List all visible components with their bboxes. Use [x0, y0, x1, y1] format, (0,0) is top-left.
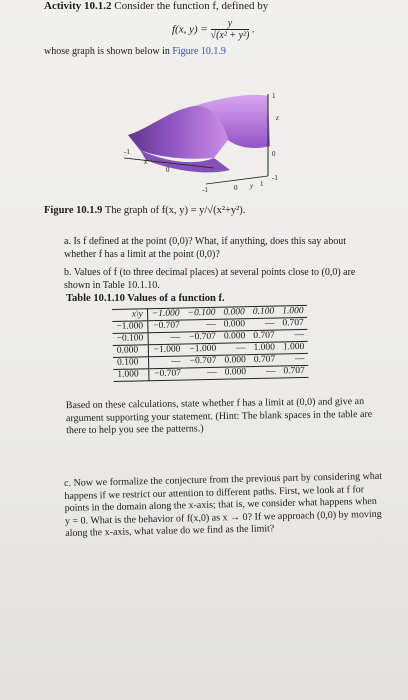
- x-tick-right: 0: [166, 166, 170, 174]
- x-tick-left: -1: [124, 148, 130, 156]
- graph-intro-text: [44, 46, 226, 57]
- table-header-cell: 1.000: [278, 305, 308, 318]
- activity-text: Consider the function f, defined by: [114, 0, 269, 12]
- y-tick-left: -1: [202, 186, 208, 194]
- formula-end: .: [252, 23, 255, 36]
- table-cell: 0.000: [220, 331, 250, 344]
- table-cell: —: [148, 332, 185, 345]
- table-cell: −1.000: [148, 344, 185, 357]
- figure-caption: [44, 205, 245, 216]
- table-cell: —: [220, 343, 250, 356]
- conclusion-paragraph: Based on these calculations, state whether f has a limit at (0,0) and give an argument supporting your statement. (Hint: The blank spaces in the table are there to help you see the patterns.): [65, 396, 373, 437]
- table-header-cell: 0.000: [219, 307, 249, 320]
- table-cell: —: [185, 367, 221, 380]
- z-tick-zero: 0: [272, 150, 276, 158]
- activity-heading: [44, 0, 268, 12]
- table-cell: —: [249, 318, 279, 331]
- y-axis-name: y: [250, 182, 254, 190]
- y-axis-line: [206, 176, 268, 184]
- figure-caption-text: The graph of f(x, y) = y/√(x²+y²).: [104, 205, 246, 216]
- z-tick-bottom: -1: [272, 174, 278, 182]
- values-table: [112, 305, 309, 382]
- table-cell: −0.707: [185, 355, 221, 368]
- table-cell: 0.000: [220, 319, 250, 332]
- table-cell: 1.000: [249, 342, 279, 355]
- table-row-header: −1.000: [112, 321, 147, 334]
- table-cell: −1.000: [184, 343, 220, 356]
- table-cell: —: [184, 319, 220, 332]
- table-header-cell: 0.100: [249, 306, 279, 319]
- graph-intro-pre: whose graph is shown below in: [44, 46, 170, 57]
- table-header-cell: x\y: [112, 309, 147, 322]
- formula-lhs: f(x, y) =: [172, 23, 208, 36]
- table-cell: 0.000: [220, 355, 250, 368]
- figure-caption-label: Figure 10.1.9: [44, 205, 103, 216]
- question-b: b. Values of f (to three decimal places) at several points close to (0,0) are shown in Table 10.1.10.: [64, 267, 356, 291]
- formula-denominator: √(x² + y²): [210, 30, 250, 41]
- y-tick-zero: 0: [234, 184, 238, 192]
- table-cell: —: [148, 356, 185, 369]
- table-cell: 0.707: [250, 354, 280, 367]
- question-a: a. Is f defined at the point (0,0)? What, if anything, does this say about whether f has a limit at the point (0,0)?: [64, 236, 346, 260]
- table-cell: −0.707: [184, 331, 220, 344]
- table-header-cell: −0.100: [184, 307, 220, 320]
- z-tick-top: 1: [272, 92, 276, 100]
- table-cell: −0.707: [148, 368, 185, 381]
- function-formula: [172, 18, 255, 42]
- table-cell: —: [250, 366, 280, 379]
- table-cell: —: [279, 353, 309, 366]
- formula-numerator: y: [211, 18, 250, 30]
- table-header-cell: −1.000: [147, 308, 184, 321]
- x-axis-name: x: [144, 158, 148, 166]
- table-row-header: 0.100: [113, 357, 148, 370]
- table-cell: 0.707: [279, 365, 309, 378]
- question-c: c. Now we formalize the conjecture from the previous part by considering what happens if we restrict our attention to different paths. First, we look at f for points in the domain along the x-axis; that is, we consider what happens when y = 0. What is the behavior of f(x,0) as x → 0? If we approach (0,0) by moving along the x-axis, what value do we find as the limit?: [64, 470, 383, 539]
- table-row-header: 1.000: [113, 369, 148, 382]
- table-row-header: 0.000: [113, 345, 148, 358]
- table-cell: 0.707: [249, 330, 279, 343]
- y-tick-right: 1: [260, 180, 264, 188]
- table-cell: 1.000: [279, 341, 309, 354]
- table-cell: 0.000: [221, 367, 251, 380]
- table-row-header: −0.100: [113, 333, 148, 346]
- table-cell: −0.707: [147, 320, 184, 333]
- z-axis-name: z: [276, 114, 279, 122]
- surface-graph: [110, 80, 300, 198]
- activity-label: Activity 10.1.2: [44, 0, 112, 12]
- figure-reference-link[interactable]: Figure 10.1.9: [172, 46, 226, 57]
- table-cell: 0.707: [278, 317, 308, 330]
- table-title: Table 10.1.10 Values of a function f.: [66, 293, 225, 304]
- formula-fraction: [211, 18, 250, 42]
- table-cell: —: [279, 329, 309, 342]
- surface-dark-fold: [128, 106, 228, 159]
